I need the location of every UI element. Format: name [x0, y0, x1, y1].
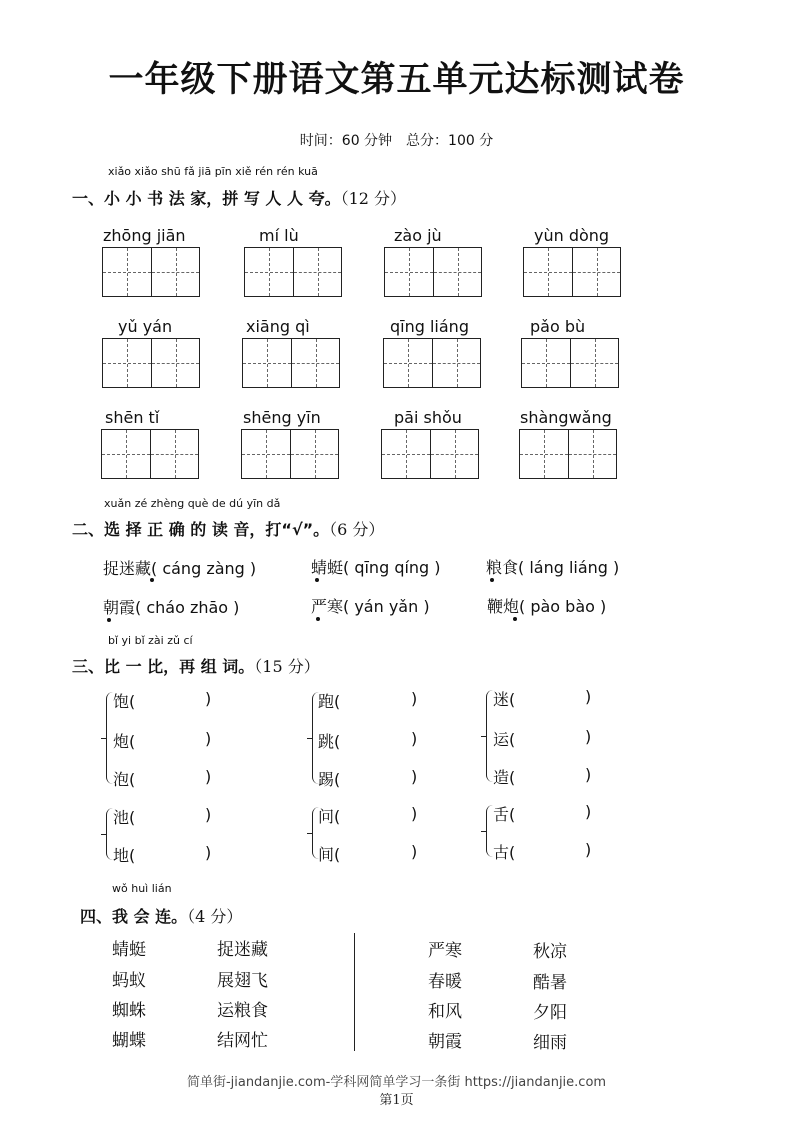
close-paren: ) [411, 689, 418, 708]
writing-grid[interactable] [383, 338, 481, 388]
match-word[interactable]: 蜻蜓 [112, 940, 146, 960]
writing-grid[interactable] [242, 338, 340, 388]
section1-heading [72, 186, 406, 209]
section4-title: 四、我 会 连。 [80, 907, 188, 926]
writing-grid[interactable] [384, 247, 482, 297]
close-paren: ) [585, 765, 592, 784]
writing-grid[interactable] [101, 429, 199, 479]
match-word[interactable]: 秋凉 [533, 942, 567, 962]
section4-score: （4 分） [187, 907, 243, 926]
compare-char: 舌( [493, 805, 516, 824]
match-word[interactable]: 酷暑 [533, 973, 567, 993]
match-word[interactable]: 夕阳 [533, 1003, 567, 1023]
close-paren: ) [411, 729, 418, 748]
compare-char: 迷( [493, 690, 516, 709]
compare-char: 池( [113, 808, 136, 827]
close-paren: ) [205, 729, 212, 748]
section4-pinyin: wǒ huì lián [112, 882, 172, 895]
close-paren: ) [411, 804, 418, 823]
writing-grid[interactable] [519, 429, 617, 479]
close-paren: ) [585, 802, 592, 821]
section3-pinyin: bǐ yi bǐ zài zǔ cí [108, 634, 193, 647]
page-number: 第1页 [379, 1093, 414, 1108]
compare-char: 踢( [318, 770, 341, 789]
close-paren: ) [585, 840, 592, 859]
brace [486, 805, 493, 857]
footer-watermark: 简单街-jiandanjie.com-学科网简单学习一条街 https://jiandanjie.com [186, 1075, 607, 1090]
pinyin-label: qīng liáng [390, 317, 469, 336]
compare-char: 运( [493, 730, 516, 749]
section2-title: 二、选 择 正 确 的 读 音，打“√”。 [72, 520, 330, 539]
match-word[interactable]: 春暖 [428, 972, 462, 992]
brace [106, 808, 113, 860]
compare-char: 泡( [113, 770, 136, 789]
match-word[interactable]: 蜘蛛 [112, 1001, 146, 1021]
match-word[interactable]: 运粮食 [217, 1001, 268, 1021]
compare-char: 饱( [113, 692, 136, 711]
close-paren: ) [205, 805, 212, 824]
writing-grid[interactable] [241, 429, 339, 479]
close-paren: ) [411, 767, 418, 786]
emphasis-dot [490, 578, 494, 582]
pinyin-label: zhōng jiān [103, 226, 186, 245]
match-word[interactable]: 结网忙 [217, 1031, 268, 1051]
section3-score: （15 分） [254, 657, 320, 676]
section2-heading [72, 517, 384, 540]
close-paren: ) [585, 727, 592, 746]
match-word[interactable]: 细雨 [533, 1033, 567, 1053]
compare-char: 古( [493, 843, 516, 862]
choice-item[interactable]: 鞭炮( pào bào ) [487, 597, 607, 616]
close-paren: ) [205, 767, 212, 786]
column-divider [354, 933, 355, 1051]
compare-char: 间( [318, 845, 341, 864]
section3-heading [72, 654, 320, 677]
close-paren: ) [585, 687, 592, 706]
pinyin-label: yǔ yán [118, 317, 173, 336]
pinyin-label: shēng yīn [243, 408, 321, 427]
compare-char: 跑( [318, 692, 341, 711]
choice-item[interactable]: 粮食( láng liáng ) [486, 558, 620, 577]
close-paren: ) [205, 843, 212, 862]
writing-grid[interactable] [521, 338, 619, 388]
choice-item[interactable]: 严寒( yán yǎn ) [311, 597, 430, 616]
section4-heading [80, 904, 242, 927]
emphasis-dot [107, 618, 111, 622]
match-word[interactable]: 和风 [428, 1002, 462, 1022]
pinyin-label: shēn tǐ [105, 408, 160, 427]
writing-grid[interactable] [102, 247, 200, 297]
match-word[interactable]: 严寒 [428, 941, 462, 961]
pinyin-label: pǎo bù [530, 317, 586, 336]
compare-char: 炮( [113, 732, 136, 751]
pinyin-label: pāi shǒu [394, 408, 462, 427]
brace [486, 690, 493, 782]
compare-char: 造( [493, 768, 516, 787]
emphasis-dot [513, 617, 517, 621]
section1-pinyin: xiǎo xiǎo shū fǎ jiā pīn xiě rén rén kuā [108, 165, 318, 178]
pinyin-label: zào jù [394, 226, 442, 245]
choice-item[interactable]: 朝霞( cháo zhāo ) [103, 598, 240, 617]
writing-grid[interactable] [102, 338, 200, 388]
match-word[interactable]: 捉迷藏 [217, 940, 268, 960]
emphasis-dot [316, 617, 320, 621]
pinyin-label: xiāng qì [246, 317, 310, 336]
emphasis-dot [315, 578, 319, 582]
choice-item[interactable]: 蜻蜓( qīng qíng ) [311, 558, 441, 577]
match-word[interactable]: 朝霞 [428, 1032, 462, 1052]
match-word[interactable]: 展翅飞 [217, 971, 268, 991]
section2-pinyin: xuǎn zé zhèng què de dú yīn dǎ [104, 497, 281, 510]
section1-score: （12 分） [340, 189, 407, 208]
compare-char: 地( [113, 846, 136, 865]
match-word[interactable]: 蝴蝶 [112, 1031, 146, 1051]
compare-char: 跳( [318, 732, 341, 751]
choice-item[interactable]: 捉迷藏( cáng zàng ) [103, 559, 257, 578]
section1-title: 一、小 小 书 法 家，拼 写 人 人 夸。 [72, 189, 341, 208]
compare-char: 问( [318, 807, 341, 826]
pinyin-label: shàngwǎng [520, 408, 612, 427]
section2-score: （6 分） [329, 520, 385, 539]
section3-title: 三、比 一 比，再 组 词。 [72, 657, 255, 676]
close-paren: ) [411, 842, 418, 861]
pinyin-label: yùn dòng [534, 226, 610, 245]
page-title: 一年级下册语文第五单元达标测试卷 [108, 60, 685, 100]
exam-meta: 时间：60 分钟 总分：100 分 [299, 133, 494, 149]
writing-grid[interactable] [381, 429, 479, 479]
close-paren: ) [205, 689, 212, 708]
pinyin-label: mí lù [259, 226, 299, 245]
brace [106, 692, 113, 784]
emphasis-dot [150, 578, 154, 582]
match-word[interactable]: 蚂蚁 [112, 971, 146, 991]
writing-grid[interactable] [523, 247, 621, 297]
writing-grid[interactable] [244, 247, 342, 297]
